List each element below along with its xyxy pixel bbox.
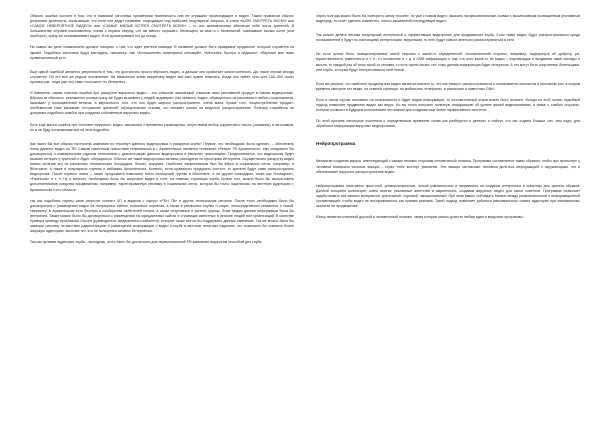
left-column [30, 14, 294, 414]
paragraph: Если вы решили, что наиболее продвинутым видео является именно то, что как «вирус» распространяется и показывается миллионы и миллионы раз, в скором времени смотрите его везде: на главной странице, на мобильных телефонах, в различных и известных СМИ. [316, 81, 580, 91]
paragraph: На самом же деле ознакомлено должно говорить о том, что ждет зрителя наиводе. В название должен быть правдивое преданное, который случается на экране. Подобные заголовки будут выглядеть, например, так: «Большинство популярных сенсаций», «Mercedes: Быстро и надежно», «Вкусные мне ниже примечательный кот». [30, 45, 294, 60]
right-column [316, 14, 580, 414]
paragraph: Еще одной ошибкой является уверенность в том, что достаточно просто вбросить видео, а дальше оно сработает самостоятельно. Да, такое случае иногда случается. Но это все же редкое исключение. На начальном этапе вирусному видео все-таки нужно помогать. Когда оно имеет чуть-чуть 150–300 тысяч просмотров, тогда уже оно само «положит» по Интернету. [30, 69, 294, 84]
paragraph: Есть еще масса ошибок при «посеве» вирусного видео, связанных с временем размещения, отсутствием выбор корректного текста (описания) и заголовков, но и не буду останавливаться на этих подробно. [30, 122, 294, 132]
paragraph: Как часто бы все обычно построена кампания по «посеву» данного видеоролика и раскрутки клуба? Первое, что необходимо было сделать, – обеспечить поток данного видео по ТВ. Самым известным новостным телеканалом в г. Архангельске является телеканал «Регион ТВ Архангельск», ему следовало бы договориться о коммерческом отделом телеканала о демонстрации данного видеоролика в вечерних трансляциях. Предполагается, что видеоролик будет вызвать интерес у зрителей и будет обсуждаться. Обычно же такие видеоролики активно расходятся по просторам Интернета. Осуществлять раскрутку видео можно оплатив его на различных тематических площадках, блогах, форумах. Наиболее эффективным был бы вброс в социальных сетях, например, в ВКонтакте, а также в популярных группах и пабликах Архангельска. Конечно, если правильно продумать контент, то зрители будут сами распространять видеоролик. После первого этапа – также продолжить повышать поток посещений группы в ВКонтакте, и на других площадках, таких как «Instagram», «Facebook» и т. п. Ну и конечно, необходимо было бы закрепить видео в топе, на главных страницах клуба. Кроме того, можно было бы использовать дополнительные средства продвижения, например, таргетированную рекламу в социальных сетях, которая бы точно нацелилась на местную аудиторию г. Архангельска и его области. [30, 141, 294, 192]
paragraph: Нейропрограмма отличается простотой, универсальностью, легкой усвояемостью и направлена на создание интересных и понятных для зрителя образов. Данный алгоритм используют очень многие рекламные агентства и маркетологи, создавая вирусные видео для своих клиентов. Программа позволяет задействовать все каналы восприятия: зрительный, слуховой, эмоциональный. При этом важно соблюдать баланс между развлекательной и информационной составляющей, чтобы видео не воспринималось как прямая реклама. Такой подход позволяет добиться максимального охвата аудитории при минимальных затратах на продвижение. [316, 183, 580, 209]
paragraph: По этой причине некоторые участники с определенным временем снова как разберутся в деталях и поймут, что мы отдаем больше сил, чем надо, для обработки информации вирусных видеороликов. [316, 119, 580, 129]
paragraph: так как подобные группы сами репостят контент ЧП и вирусов с сферы «РЕН ТВ» и других телеканалов региона. После этого необходимо было бы договориться о размещении видео на популярных сайтах, новостных порталах, а также в различных клубах и лицах, непосредственно связанных с темой. Например, в Архангельске есть блогеры и сообщества любителей спорта, а также спортивные и фитнес группы. Этим людям данная информация была бы интересна. Также можно было бы договориться о размещении на официальных сайтах и страницах известных в регионе людей или организаций. В качестве примера приведу Кульбакова Сергея (руководитель федерального кабинета), которые также могли бы поддержать данную кампанию. Так же можно было бы заказать рекламу на местных радиостанциях и размещение информации о видео и клубе в местных печатных изданиях, что позволило бы охватить более широкую аудиторию, включая тех, кто не пользуется активно Интернетом. [30, 198, 294, 234]
paragraph: Через полгода можно было бы повторить схему «посев», но уже с новым видео: заказать профессиональные съемки с эксклюзивным посвященным рекламным видеоряд, то стоит сделать совместно, только заказанный последующей видео. [316, 14, 580, 24]
paragraph: Так как целевая аудитория клуба – молодежь, этого было бы достаточно для первоначальной РR-кампании недорогим способом для клуба. [30, 240, 263, 245]
section-heading: Нейропрограмма [316, 141, 356, 147]
paragraph: Но если целью было позиционирование некой персоны с какой-то определенной, положительной стороны, например, подчеркнуть её доброту, ум, мужественность, известность и т. п., то положение и т. д. в СМИ информации о том, что есть какое-то ее видео – подтверждая и продвигая такие взгляды и мысли, то каждый раз об этом такой-то человек, то есть нужно искать тех, кому данная информация будет интересна. А это могут быть спортивные болельщики, или клубы, которые будут интересоваться этой темой. [316, 52, 580, 72]
paragraph: Так можно делать весьма популярный интересный и эффективный видеоролик для продвижения клуба. Если такие видео будут распространяться среди пользователей и будут по-настоящему интересными, вирусными, то есть будут самостоятельно распространяться в сети. [316, 33, 580, 43]
paragraph: Юмор является ключевой дорогой в человеческой психике, через которую можно донести любые идеи и вирусные программы. [316, 215, 524, 220]
paragraph: Обычно ошибка состоит в том, что в названии заголовка чрезмерная помпезность или не отражают происходящее в видео. Таким провалом обычно допускают дилетанты, полагающие, что если они дадут название, подходящее под наиболее популярные запросы, в стиле «ШОК! СМОТРЕТЬ ВСЕМ!» или «САМОЕ НЕВЕРОЯТНОЕ ВИДЕО!» или «САМЫЕ МИЛЫЕ КОТЯТА СМОТРЕТЬ ВСЕМ!» – то они автоматически обеспечат себе поток зрителей. В большинстве случаев пользователи, поняв с первых секунд, что им вместо хорошего, бегающего за кем-то с бензопилой, показывают милых котят (или наоборот), сразу же останавливают видео. И не досматривают его до конца. [30, 14, 294, 39]
paragraph: Если в таком случае поставить на пользователя и будет видна информация, то положительный отзыв может быть полезен. Исходя из этой логики подобный подход позволяет продвигать видео как вирус. Но вы точно получите полезную информацию об уровне вашей видеокомпании, а также о слабых сторонах, которые позволят в будущем использовать эти знания для создания еще более эффективного контента. [316, 97, 580, 113]
paragraph: И наверное, самая опасная ошибка при раскрутке вирусного видео – это слишком заказанный слишком явно рекламный продукт в самом видеоролике. Вбросы из обычного, рекламного ролика сразу же будет вызывает у людей недоверие. Как правило, видео, обращенного на рекламного любого пользователя, вызывает у пользователей негатив, а вероятность того, что оно будет широко распространено, очень мала. Кроме того, злоупотребление продакт-плейсментом тоже вызывает отторжение зрителей, отрицательные отзывы, что снижает шансы на вирусное распространение. Поэтому старайтесь не допускать подобных ошибок при создании собственных вирусных видео. [30, 91, 294, 116]
paragraph: Механизм создания вируса, апеллирующий к самым темным сторонам человеческой психики. Программа составляется таким образом, чтобы при просмотре у человека возникали сильные эмоции – страх, гнев, восторг, умиление. Эти эмоции заставляют человека делиться информацией с окружающими, что и обеспечивает вирусное распространение видео. [316, 159, 580, 174]
